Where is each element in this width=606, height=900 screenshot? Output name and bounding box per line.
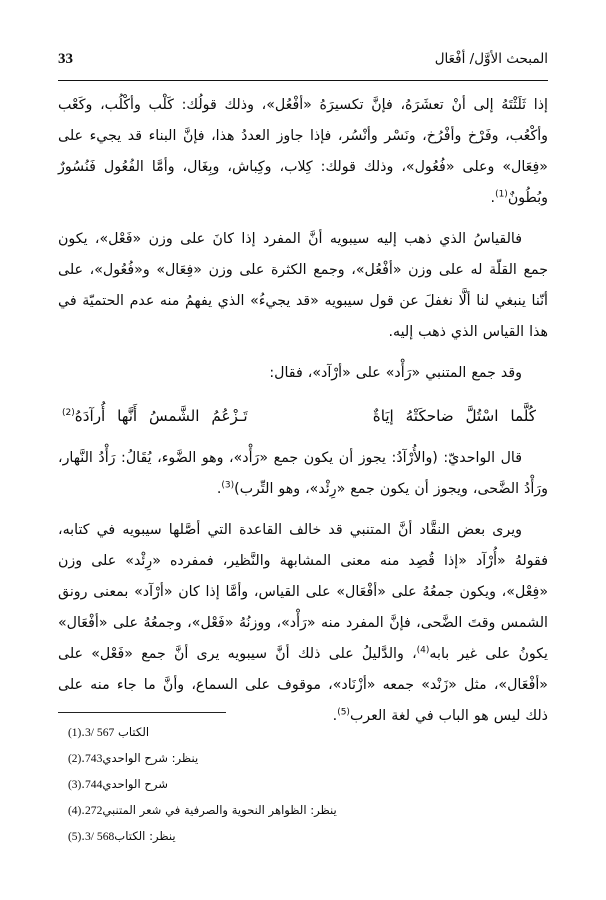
footnote-text bbox=[81, 720, 149, 745]
footnote-number-ref: 744 bbox=[84, 778, 103, 791]
footnote-number-ref: 743 bbox=[84, 752, 103, 765]
footnote-text bbox=[81, 824, 175, 849]
footnote-index: (4) bbox=[68, 805, 82, 817]
footnote-text-after: . bbox=[81, 751, 85, 765]
paragraph-3-text: وقد جمع المتنبي «رَأْد» على «أرْآد»، فقال: bbox=[269, 365, 522, 381]
footnote-text-after: . bbox=[81, 829, 85, 843]
footnote-marker-4[interactable]: (4) bbox=[416, 645, 430, 656]
footnote-text-before: الكتاب bbox=[114, 725, 150, 739]
footnote-item bbox=[58, 772, 548, 798]
paragraph-4-tail: . bbox=[216, 481, 222, 497]
paragraph-5-tail-2: . bbox=[332, 708, 338, 724]
paragraph-2 bbox=[58, 224, 548, 348]
footnotes-list bbox=[58, 720, 548, 850]
paragraph-2-text: فالقياسُ الذي ذهب إليه سيبويه أنَّ المفرد إذا كانَ على وزن «فَعْل»، يكون جمع القلّة له على وزن «أفْعُل»، وجمع الكثرة على وزن «فِعَال» و«فُعُول»، على أنّنا ينبغي لنا ألَّا نغفلَ عن قول سيبويه «قد يجيءُ» الذي يفهمُ منه عدم الحتميّة في هذا القياس الذي ذهب إليه. bbox=[58, 231, 548, 340]
footnote-marker-5[interactable]: (5) bbox=[337, 707, 350, 718]
footnote-number-ref: 3/ 567 bbox=[84, 726, 115, 739]
footnote-index: (1) bbox=[68, 727, 82, 739]
footnote-text-before: ينظر: الكتاب bbox=[114, 829, 176, 843]
paragraph-1-text: إذا ثَلَثْتَهُ إلى أنْ تعشَرَهُ، فإنَّ تكسيرَهُ «أفْعُل»، وذلك قولُك: كَلْب وأكْلُب، وكَعْب وأكْعُب، وفَرْخ وأفْرُخ، ونَسْر وأنْسُر، فإذا جاوز العددُ هذا، فإنَّ البناء قد يجيء على «فِعَال» وعلى «فُعُول»، وذلك قولك: كِلاب، وكِباش، وبِغَال، وأمَّا الفُعُول فَنُسُورٌ وبُطُونٌ bbox=[58, 97, 548, 206]
footnote-text-after: . bbox=[81, 803, 85, 817]
footnote-marker-3[interactable]: (3) bbox=[221, 480, 235, 491]
footnote-text-before: ينظر: شرح الواحدي bbox=[102, 751, 199, 765]
footnote-index: (5) bbox=[68, 831, 82, 843]
footnote-item bbox=[58, 824, 548, 850]
paragraph-1-tail: . bbox=[490, 190, 496, 206]
paragraph-4 bbox=[58, 443, 548, 505]
footnote-index: (2) bbox=[68, 753, 82, 765]
poetry-verse bbox=[58, 399, 548, 433]
footnote-item bbox=[58, 798, 548, 824]
paragraph-1 bbox=[58, 90, 548, 214]
running-head bbox=[58, 52, 548, 74]
footnote-marker-1[interactable]: (1) bbox=[495, 189, 508, 200]
paragraph-5-text: ويرى بعض النقَّاد أنَّ المتنبي قد خالف القاعدة التي أصَّلها سيبويه في كتابه، فقولهُ «أُرْآد «إذا قُصِد منه معنى المشابهة والنَّظير، فمفرده «رِئْد» على وزن «فِعْل»، ويكون جمعُهُ على «أفْعَال» على القياس، وأمَّا إذا كان «أرْآد» بمعنى رونق الشمس وقتَ الضَّحى، فإنَّ المفرد منه «رَأْد»، ووزنُهُ «فَعْل»، وجمعُهُ على «أفْعَال» يكونُ على غير بابه bbox=[58, 522, 548, 662]
footnote-text-after: . bbox=[81, 777, 85, 791]
paragraph-5 bbox=[58, 515, 548, 732]
footnote-item bbox=[58, 746, 548, 772]
paragraph-3 bbox=[58, 358, 548, 389]
footnote-text bbox=[81, 798, 336, 823]
verse-hemistich-right: كُلَّما اسْتُلَّ ضاحكَتْهُ إيَاةٌ bbox=[372, 407, 536, 425]
header-divider bbox=[58, 80, 548, 81]
footnote-text bbox=[81, 746, 198, 771]
footnote-number-ref: 272 bbox=[84, 804, 103, 817]
footnote-item bbox=[58, 720, 548, 746]
footnote-text-before: ينظر: الظواهر النحوية والصرفية في شعر المتنبي bbox=[102, 803, 337, 817]
footnote-number-ref: 3/ 568 bbox=[84, 830, 115, 843]
body-text bbox=[58, 90, 548, 742]
footnote-text-before: شرح الواحدي bbox=[102, 777, 168, 791]
page-number: 33 bbox=[58, 51, 73, 67]
footnote-text bbox=[81, 772, 168, 797]
footnote-index: (3) bbox=[68, 779, 82, 791]
footnote-marker-2[interactable]: (2) bbox=[62, 407, 75, 418]
verse-hemistich-left: تَـزْعُمُ الشَّمسُ أَنَّها أُرآدَهُ bbox=[74, 407, 248, 425]
verse-hemistich-left-wrap bbox=[62, 401, 248, 431]
paragraph-5-tail: ، والدَّليلُ على ذلك أنَّ سيبويه يرى أنَّ جمع «فَعْل» على «أفْعَال»، مثل «زَنْد» جمعه «أزْنَاد»، موقوف على السماع، وأنَّ ما جاء منه على ذلك ليس هو الباب في لغة العرب bbox=[58, 646, 548, 724]
footnote-text-after: . bbox=[81, 725, 85, 739]
paragraph-4-text: قال الواحديّ: (والأُرْآدُ: يجوز أن يكون جمع «رَأْد»، وهو الضَّوء، يُقَالُ: رَأْدُ النَّهار، ورَأْدُ الضَّحى، ويجوز أن يكون جمع «رِئْد»، وهو التِّرب) bbox=[58, 450, 548, 497]
footnote-divider bbox=[58, 712, 226, 713]
running-head-title: المبحث الأوَّل/ أفْعَال bbox=[434, 51, 548, 67]
